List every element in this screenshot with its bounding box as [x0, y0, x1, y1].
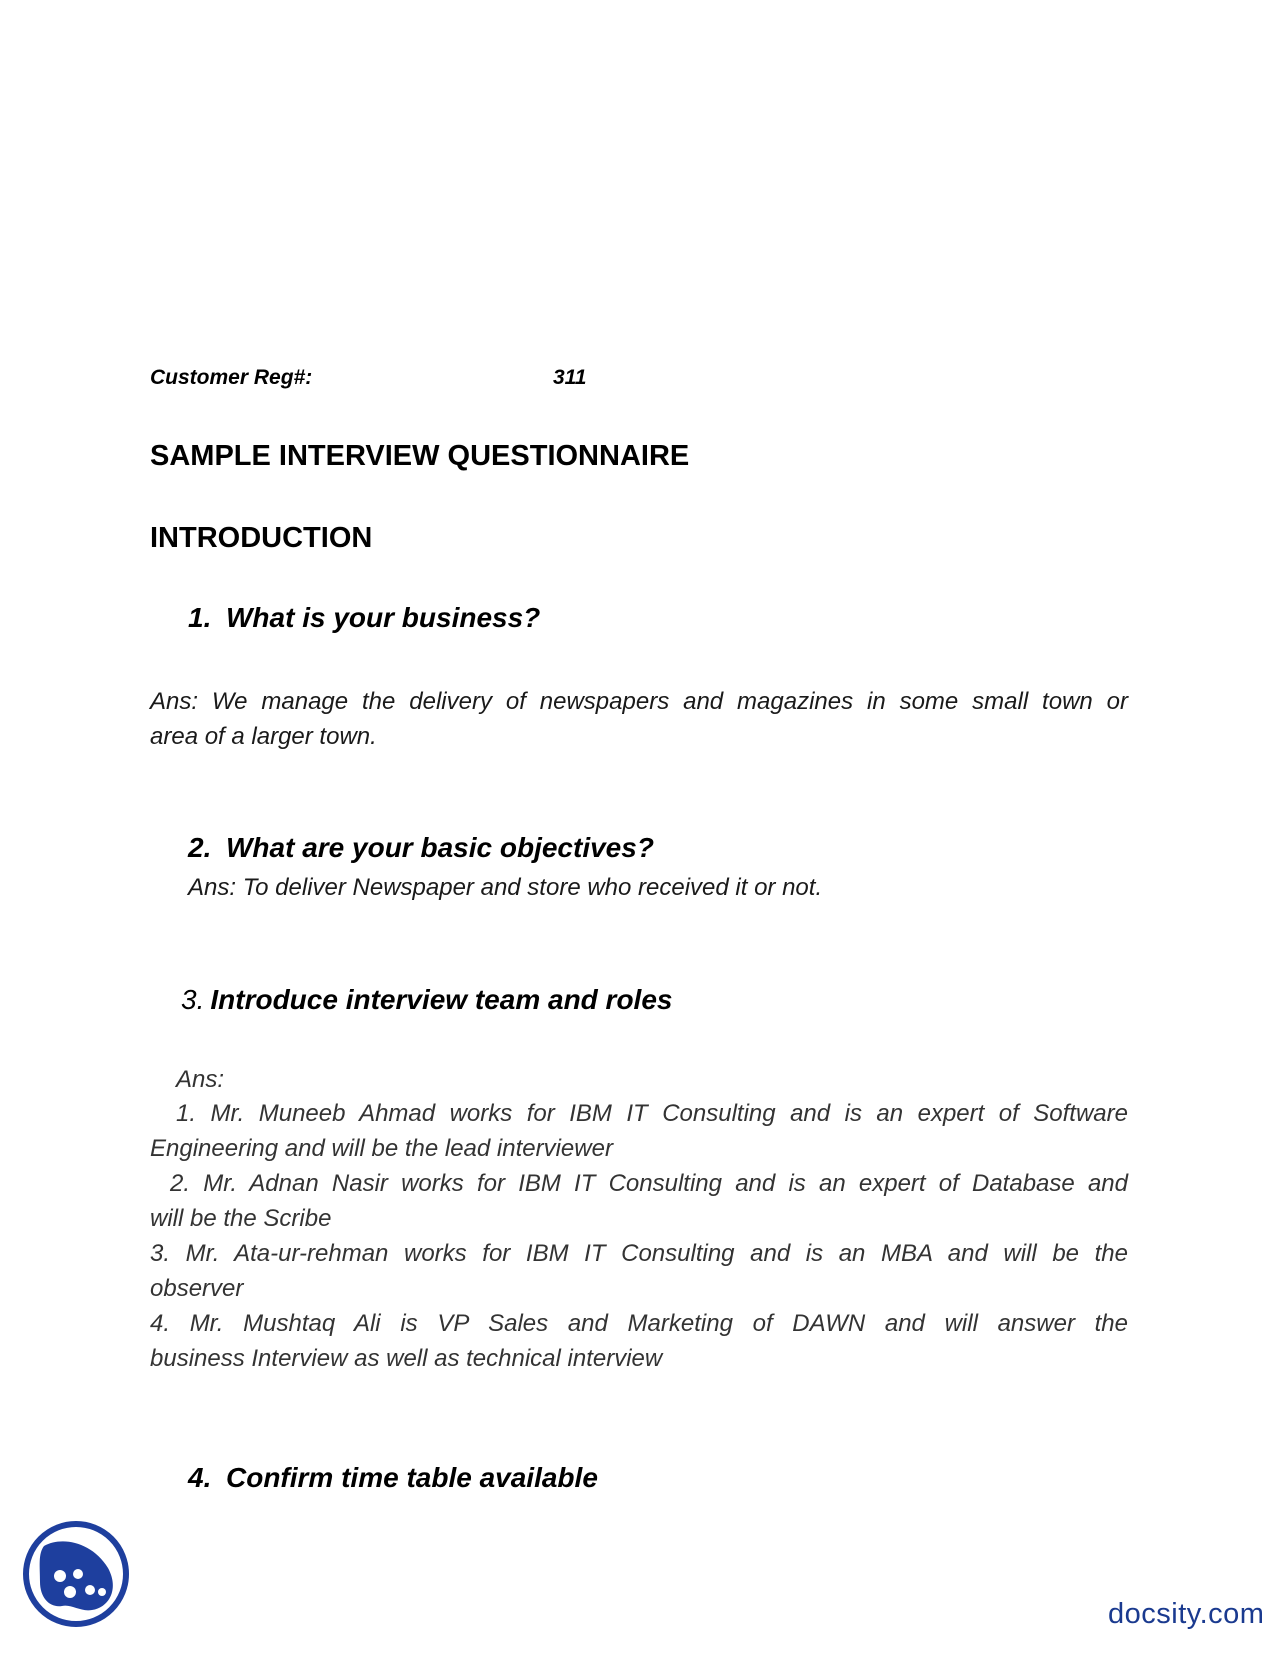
question-3 — [181, 984, 672, 1016]
document-title: SAMPLE INTERVIEW QUESTIONNAIRE — [150, 440, 690, 472]
question-number: 1. — [188, 602, 212, 633]
team-line: Engineering and will be the lead interviewer — [150, 1135, 613, 1162]
question-number: 2. — [188, 832, 212, 863]
section-heading: INTRODUCTION — [150, 522, 373, 554]
team-line: will be the Scribe — [150, 1205, 332, 1232]
team-line: 1. Mr. Muneeb Ahmad works for IBM IT Consulting and is an expert of Software — [176, 1100, 1128, 1127]
question-text: What are your basic objectives? — [226, 832, 654, 863]
team-line: 4. Mr. Mushtaq Ali is VP Sales and Marketing of DAWN and will answer the — [150, 1310, 1128, 1337]
question-text: Introduce interview team and roles — [210, 984, 673, 1015]
answer-2: Ans: To deliver Newspaper and store who received it or not. — [188, 874, 823, 901]
question-number: 4. — [188, 1462, 212, 1493]
answer-line: Ans: We manage the delivery of newspapers and magazines in some small town or — [150, 688, 1128, 715]
docsity-logo-icon[interactable] — [22, 1520, 130, 1628]
question-number: 3. — [181, 984, 205, 1015]
team-line: observer — [150, 1275, 244, 1302]
team-member-2 — [150, 1166, 1128, 1236]
docsity-brand-link[interactable]: docsity.com — [1108, 1598, 1265, 1630]
team-line: business Interview as well as technical interview — [150, 1345, 663, 1372]
question-2 — [188, 832, 654, 864]
team-line: 2. Mr. Adnan Nasir works for IBM IT Consulting and is an expert of Database and — [170, 1170, 1128, 1197]
question-1 — [188, 602, 540, 634]
answer-3-label: Ans: — [176, 1066, 225, 1093]
logo-svg — [22, 1520, 130, 1628]
customer-reg-label: Customer Reg#: — [150, 366, 313, 389]
team-member-1 — [150, 1096, 1128, 1166]
answer-line: area of a larger town. — [150, 723, 377, 750]
question-text: What is your business? — [226, 602, 541, 633]
team-member-3 — [150, 1236, 1128, 1306]
question-4 — [188, 1462, 598, 1494]
answer-1 — [150, 684, 1128, 754]
team-line: 3. Mr. Ata-ur-rehman works for IBM IT Consulting and is an MBA and will be the — [150, 1240, 1128, 1267]
team-member-4 — [150, 1306, 1128, 1376]
customer-reg-value: 311 — [553, 366, 587, 389]
question-text: Confirm time table available — [226, 1462, 598, 1493]
